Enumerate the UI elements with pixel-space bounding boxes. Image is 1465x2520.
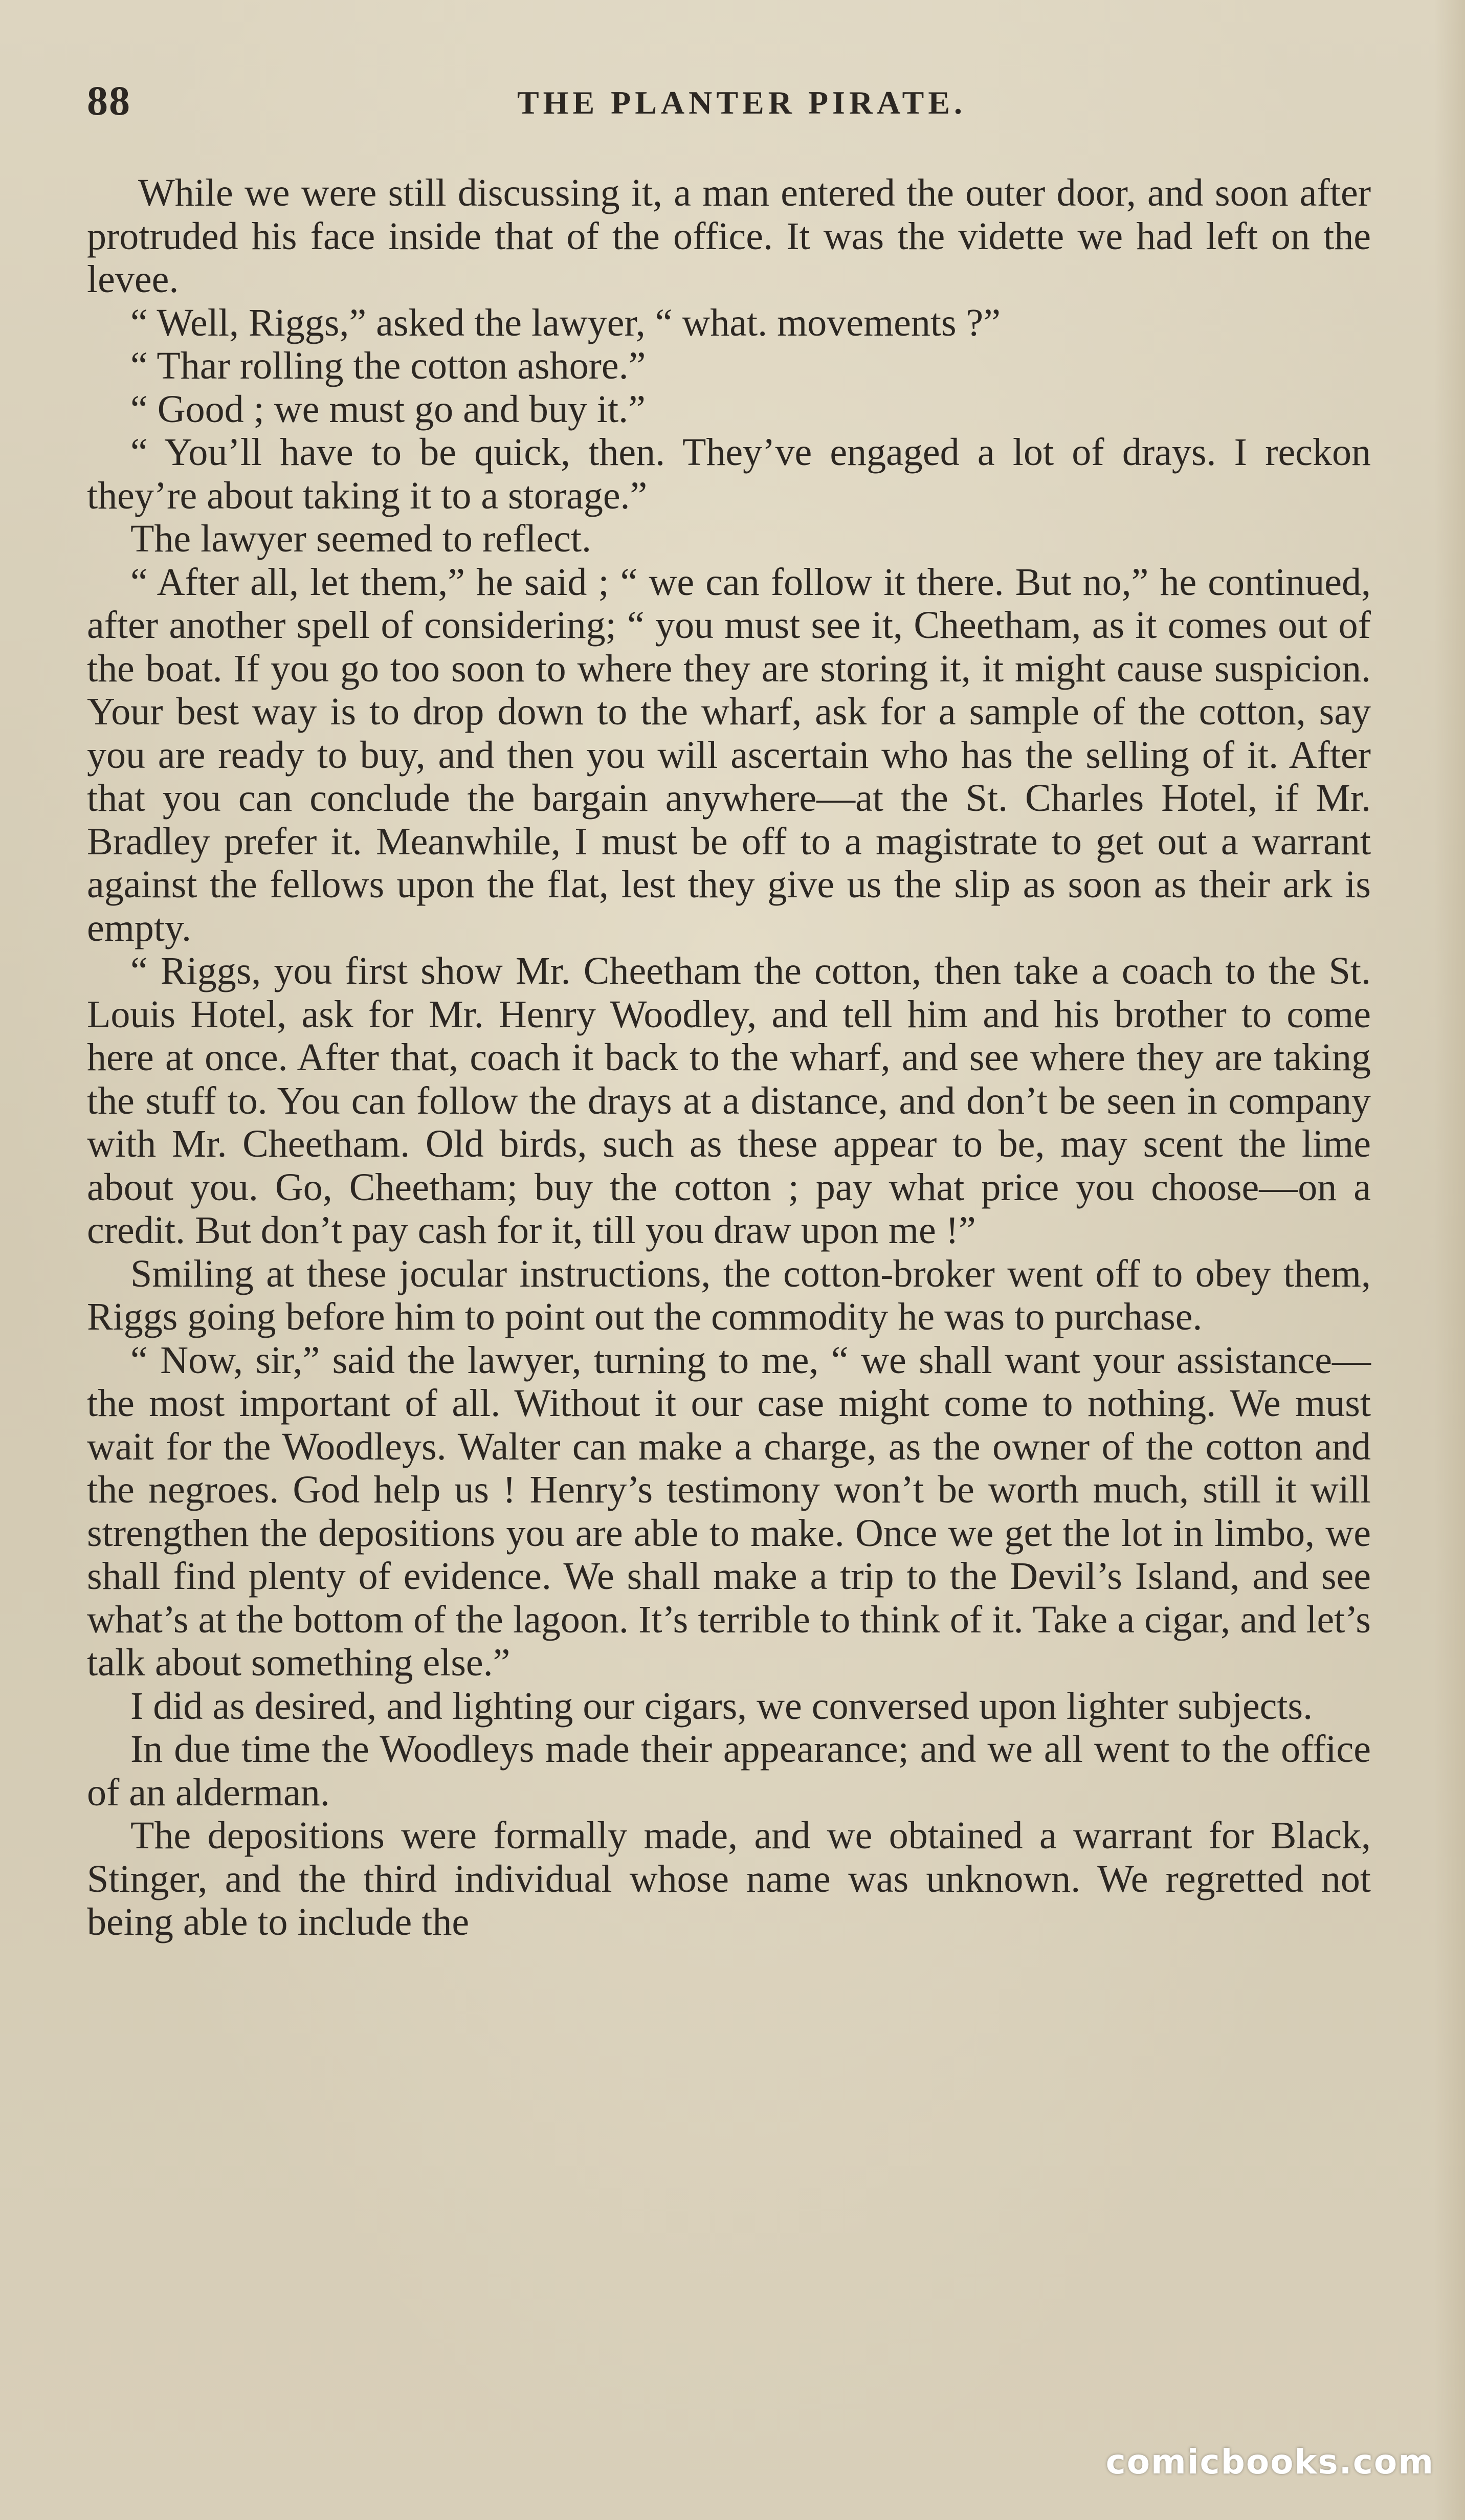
paragraph: Smiling at these jocular instructions, the cotton-broker went off to obey them, Riggs going before him to point out the commodity he was to purchase. xyxy=(87,1252,1371,1338)
paragraph: I did as desired, and lighting our cigars, we conversed upon lighter subjects. xyxy=(130,1684,1313,1728)
paragraph: “ Well, Riggs,” asked the lawyer, “ what. movements ?” xyxy=(130,301,1001,344)
watermark: comicbooks.com xyxy=(1105,2442,1434,2482)
paragraph: The depositions were formally made, and we obtained a warrant for Black, Stinger, and the third individual whose name was unknown. We regretted not being able to include the xyxy=(87,1814,1371,1943)
running-head xyxy=(87,77,1396,138)
paragraph: “ Good ; we must go and buy it.” xyxy=(130,387,646,431)
page-edge-shadow xyxy=(1434,0,1465,2520)
body-text xyxy=(87,171,1371,1944)
paragraph: “ Thar rolling the cotton ashore.” xyxy=(130,344,646,387)
paragraph: “ Riggs, you first show Mr. Cheetham the cotton, then take a coach to the St. Louis Hotel, ask for Mr. Henry Woodley, and tell him and his brother to come here at once. After that, coach it back to the wharf, and see where they are taking the stuff to. You can follow the drays at a distance, and don’t be seen in company with Mr. Cheetham. Old birds, such as these appear to be, may scent the lime about you. Go, Cheetham; buy the cotton ; pay what price you choose—on a credit. But don’t pay cash for it, till you draw upon me !” xyxy=(87,949,1371,1252)
page-number: 88 xyxy=(87,77,131,124)
paragraph: “ After all, let them,” he said ; “ we can follow it there. But no,” he continued, after another spell of considering; “ you must see it, Cheetham, as it comes out of the boat. If you go too soon to where they are storing it, it might cause suspicion. Your best way is to drop down to the wharf, ask for a sample of the cotton, say you are ready to buy, and then you will ascertain who has the selling of it. After that you can conclude the bargain anywhere—at the St. Charles Hotel, if Mr. Bradley prefer it. Meanwhile, I must be off to a magistrate to get out a warrant against the fellows upon the flat, lest they give us the slip as soon as their ark is empty. xyxy=(87,560,1371,949)
paragraph: In due time the Woodleys made their appearance; and we all went to the office of an alderman. xyxy=(87,1728,1371,1814)
paragraph: “ You’ll have to be quick, then. They’ve engaged a lot of drays. I reckon they’re about taking it to a storage.” xyxy=(87,431,1371,517)
paragraph: While we were still discussing it, a man entered the outer door, and soon after protruded his face inside that of the office. It was the vidette we had left on the levee. xyxy=(87,171,1371,301)
paragraph: The lawyer seemed to reflect. xyxy=(130,517,591,560)
book-title: THE PLANTER PIRATE. xyxy=(517,84,967,121)
paragraph: “ Now, sir,” said the lawyer, turning to me, “ we shall want your assistance—the most important of all. Without it our case might come to nothing. We must wait for the Woodleys. Walter can make a charge, as the owner of the cotton and the negroes. God help us ! Henry’s testimony won’t be worth much, still it will strengthen the depositions you are able to make. Once we get the lot in limbo, we shall find plenty of evidence. We shall make a trip to the Devil’s Island, and see what’s at the bottom of the lagoon. It’s terrible to think of it. Take a cigar, and let’s talk about something else.” xyxy=(87,1338,1371,1684)
